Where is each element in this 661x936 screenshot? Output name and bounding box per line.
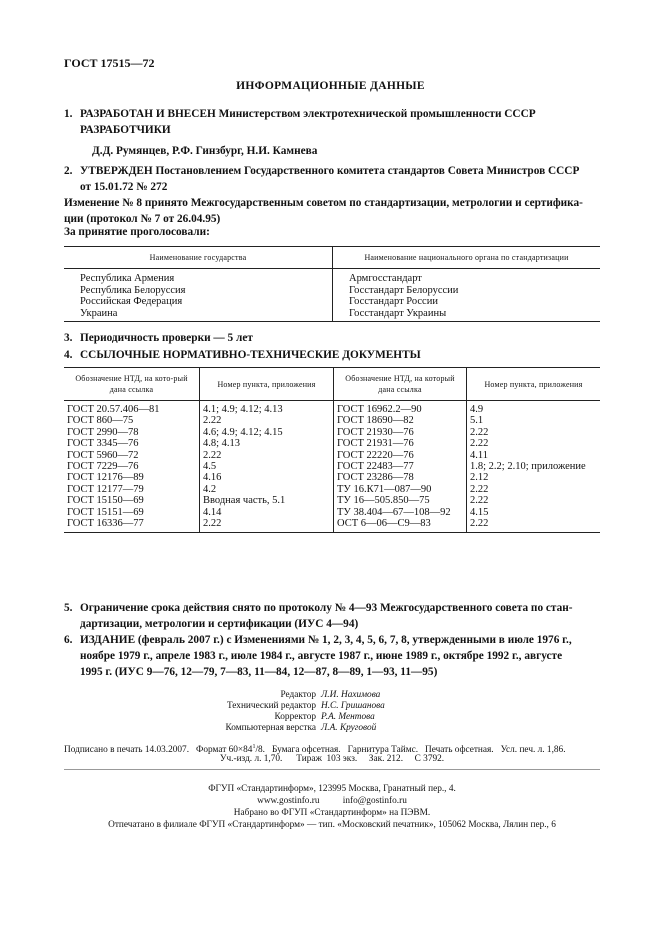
table-row — [64, 507, 600, 518]
section-2-line1: УТВЕРЖДЕН Постановлением Государственного комитета стандартов Совета Министров СССР — [80, 165, 580, 177]
section-5-line1: Ограничение срока действия снято по протоколу № 4—93 Межгосударственного совета по стан- — [80, 602, 573, 614]
credit-row — [0, 723, 661, 734]
section-2-number: 2. — [64, 165, 73, 177]
votes-cell: Армгосстандарт — [349, 273, 422, 284]
references-cell: ГОСТ 15150—69 — [64, 495, 200, 506]
references-cell: 4.11 — [470, 449, 488, 461]
publisher-web: www.gostinfo.ru info@gostinfo.ru — [257, 796, 407, 806]
table-row — [64, 285, 600, 297]
credit-role: Технический редактор — [226, 701, 316, 711]
voted-label: За принятие проголосовали: — [64, 226, 210, 238]
credit-row — [0, 701, 661, 712]
credit-name: Р.А. Ментова — [321, 712, 375, 722]
imprint-fraction-den: /8 — [255, 745, 263, 755]
section-6-number: 6. — [64, 634, 73, 646]
references-cell: 4.2 — [200, 484, 334, 495]
votes-cell: Российская Федерация — [64, 296, 333, 308]
references-cell: ГОСТ 5960—72 — [64, 450, 200, 461]
divider — [64, 769, 600, 770]
references-cell: 2.22 — [470, 495, 489, 507]
references-cell: ГОСТ 21930—76 — [334, 427, 467, 438]
references-cell: 4.16 — [200, 472, 334, 483]
section-2 — [64, 163, 624, 195]
references-cell: Вводная часть, 5.1 — [200, 495, 334, 506]
references-cell: 1.8; 2.2; 2.10; приложение — [470, 461, 586, 473]
section-6 — [64, 632, 634, 680]
references-cell: ГОСТ 22220—76 — [334, 450, 467, 461]
references-cell: ГОСТ 22483—77 — [334, 461, 467, 472]
imprint-format: Подписано в печать 14.03.2007. Формат 60×84 — [64, 745, 253, 755]
credit-role: Редактор — [280, 690, 316, 700]
references-cell: 2.22 — [200, 450, 334, 461]
change-line2: ции (протокол № 7 от 26.04.95) — [64, 213, 221, 225]
table-row — [64, 438, 600, 449]
references-cell: ОСТ 6—06—С9—83 — [334, 518, 467, 533]
table-row — [64, 518, 600, 533]
section-6-line2: ноябре 1979 г., апреле 1983 г., июле 1984 г., августе 1987 г., июне 1989 г., октябре 1992 г., августе — [80, 650, 563, 662]
votes-cell: Госстандарт Украины — [333, 308, 601, 322]
references-cell: ГОСТ 23286—78 — [334, 472, 467, 483]
section-3-number: 3. — [64, 332, 73, 344]
references-cell: 5.1 — [470, 415, 484, 427]
section-6-line1: ИЗДАНИЕ (февраль 2007 г.) с Изменениями № 1, 2, 3, 4, 5, 6, 7, 8, утвержденными в июле 1976 г., — [80, 634, 572, 646]
references-cell: 4.15 — [470, 506, 489, 518]
references-header-clause-1: Номер пункта, приложения — [200, 368, 334, 401]
credit-role: Компьютерная верстка — [225, 723, 316, 733]
table-row — [64, 308, 600, 322]
references-cell: ГОСТ 3345—76 — [64, 438, 200, 449]
imprint-details: . Бумага офсетная. Гарнитура Таймс. Печать офсетная. Усл. печ. л. 1,86. — [262, 745, 566, 755]
developers-label: РАЗРАБОТЧИКИ — [80, 124, 171, 136]
section-5 — [64, 600, 624, 632]
credit-name: Л.А. Круговой — [321, 723, 377, 733]
references-cell: ГОСТ 12176—89 — [64, 472, 200, 483]
table-row — [64, 269, 600, 285]
table-row — [64, 296, 600, 308]
references-cell: 4.5 — [200, 461, 334, 472]
references-cell: ГОСТ 20.57.406—81 — [64, 401, 200, 416]
votes-cell: Госстандарт России — [349, 296, 438, 308]
references-cell: ГОСТ 2990—78 — [64, 427, 200, 438]
imprint-fraction-num: 1 — [252, 744, 256, 750]
references-cell: ГОСТ 860—75 — [64, 415, 200, 426]
references-cell: ГОСТ 12177—79 — [64, 484, 200, 495]
credit-row — [0, 712, 661, 723]
publisher-line-4: Отпечатано в филиале ФГУП «Стандартинформ» — тип. «Московский печатник», 105062 Москва, Лялин пер., 6 — [108, 820, 556, 830]
references-table — [64, 367, 600, 533]
references-header-ntd-1: Обозначение НТД, на кото-рый дана ссылка — [64, 368, 200, 401]
section-4-text: ССЫЛОЧНЫЕ НОРМАТИВНО-ТЕХНИЧЕСКИЕ ДОКУМЕНТЫ — [80, 349, 421, 361]
section-3-text: Периодичность проверки — 5 лет — [80, 332, 253, 344]
references-header-clause-2: Номер пункта, приложения — [467, 368, 601, 401]
change-note — [64, 195, 624, 227]
table-row — [64, 415, 600, 426]
publisher-line-1: ФГУП «Стандартинформ», 123995 Москва, Гранатный пер., 4. — [208, 784, 456, 794]
references-cell: 4.9 — [470, 404, 484, 415]
table-row — [64, 427, 600, 438]
references-header-row — [64, 368, 600, 401]
section-title: ИНФОРМАЦИОННЫЕ ДАННЫЕ — [236, 80, 425, 92]
table-row — [64, 495, 600, 506]
references-cell: ГОСТ 21931—76 — [334, 438, 467, 449]
references-cell: ГОСТ 18690—82 — [334, 415, 467, 426]
references-cell: ТУ 38.404—67—108—92 — [334, 507, 467, 518]
references-cell: 2.22 — [470, 438, 489, 450]
references-cell: 2.12 — [470, 472, 489, 484]
references-header-ntd-2: Обозначение НТД, на который дана ссылка — [334, 368, 467, 401]
votes-header-row — [64, 247, 600, 269]
section-4 — [64, 347, 421, 363]
section-1 — [64, 106, 604, 122]
table-row — [64, 450, 600, 461]
references-cell: ТУ 16—505.850—75 — [334, 495, 467, 506]
references-cell: 4.6; 4.9; 4.12; 4.15 — [200, 427, 334, 438]
references-cell: ГОСТ 7229—76 — [64, 461, 200, 472]
references-cell: ГОСТ 15151—69 — [64, 507, 200, 518]
references-cell: 2.22 — [467, 518, 601, 533]
section-2-line2: от 15.01.72 № 272 — [80, 181, 168, 193]
standard-number: ГОСТ 17515—72 — [64, 56, 155, 70]
references-cell: ТУ 16.К71—087—90 — [334, 484, 467, 495]
votes-table — [64, 246, 600, 322]
credit-role: Корректор — [274, 712, 316, 722]
votes-cell: Украина — [64, 308, 333, 322]
references-cell: 2.22 — [470, 483, 489, 495]
section-5-line2: дартизации, метрологии и сертификации (ИУС 4—94) — [80, 618, 359, 630]
credit-name: Л.И. Нахимова — [321, 690, 381, 700]
table-row — [64, 472, 600, 483]
table-row — [64, 461, 600, 472]
developers-names: Д.Д. Румянцев, Р.Ф. Гинзбург, Н.И. Камнева — [92, 145, 318, 157]
publisher-line-3: Набрано во ФГУП «Стандартинформ» на ПЭВМ. — [233, 808, 431, 818]
references-cell: 2.22 — [200, 415, 334, 426]
references-cell: ГОСТ 16336—77 — [64, 518, 200, 533]
references-cell: 4.1; 4.9; 4.12; 4.13 — [200, 401, 334, 416]
references-cell: ГОСТ 16962.2—90 — [334, 401, 467, 416]
references-cell: 4.8; 4.13 — [200, 438, 334, 449]
table-row — [64, 401, 600, 416]
votes-cell: Госстандарт Белоруссии — [349, 284, 459, 296]
votes-cell: Республика Армения — [64, 269, 333, 285]
section-1-text: РАЗРАБОТАН И ВНЕСЕН Министерством электротехнической промышленности СССР — [80, 108, 536, 120]
credits-block — [0, 690, 661, 734]
table-row — [64, 484, 600, 495]
section-3 — [64, 330, 253, 346]
section-1-number: 1. — [64, 108, 73, 120]
credit-name: Н.С. Гришанова — [321, 701, 385, 711]
change-line1: Изменение № 8 принято Межгосударственным советом по стандартизации, метрологии и сертифика- — [64, 197, 583, 209]
references-cell: 4.14 — [200, 507, 334, 518]
credit-row — [0, 690, 661, 701]
imprint-line-2: Уч.-изд. л. 1,70. Тираж 103 экз. Зак. 212. С 3792. — [219, 754, 445, 764]
section-4-number: 4. — [64, 349, 73, 361]
references-cell: 2.22 — [470, 426, 489, 438]
votes-header-state: Наименование государства — [64, 247, 333, 269]
references-cell: 2.22 — [200, 518, 334, 533]
votes-header-body: Наименование национального органа по стандартизации — [333, 247, 601, 269]
section-5-number: 5. — [64, 602, 73, 614]
votes-cell: Республика Белоруссия — [64, 285, 333, 297]
section-6-line3: 1995 г. (ИУС 9—76, 12—79, 7—83, 11—84, 12—87, 8—89, 1—93, 11—95) — [80, 666, 438, 678]
